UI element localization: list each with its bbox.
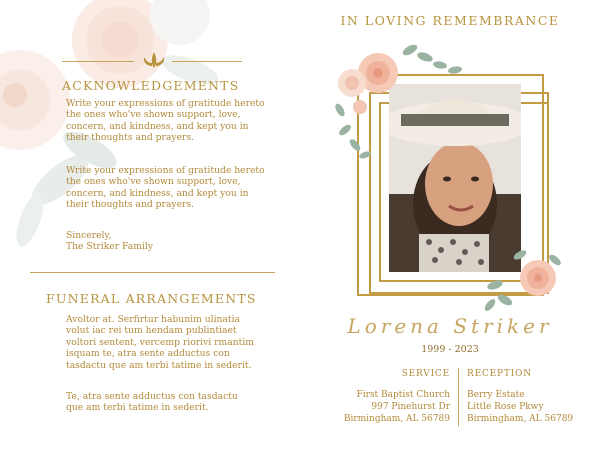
service-heading: SERVICE — [401, 369, 450, 379]
floral-bottom-right-illustration — [470, 245, 570, 315]
memorial-title: IN LOVING REMEMBRANCE — [340, 13, 560, 28]
acknowledgements-signature: The Striker Family — [66, 241, 154, 252]
funeral-arrangements-paragraph-1: Avoltor at. Serfirtur habunim ulinatia volut iac rei tum hendam publintiaet voltori sentent, vercemp riorivi rmantim isquam te, atra sente adductus con tasdactu que am terbi tatime in sederit. — [66, 314, 254, 371]
acknowledgements-heading: ACKNOWLEDGEMENTS — [62, 78, 240, 93]
reception-venue: Berry Estate — [467, 390, 525, 400]
service-city: Birmingham, AL 56789 — [343, 414, 450, 424]
ack-top-divider-left — [62, 61, 134, 62]
reception-heading: RECEPTION — [467, 369, 532, 379]
ack-top-divider-right — [172, 61, 242, 62]
fleur-ornament-icon — [139, 50, 169, 70]
acknowledgements-paragraph-1: Write your expressions of gratitude hereto the ones who've shown support, love, concern, and kindness, and kept you in their thoughts and prayers. — [66, 98, 265, 144]
reception-street: Little Rose Pkwy — [467, 402, 544, 412]
service-venue: First Baptist Church — [356, 390, 450, 400]
funeral-arrangements-heading: FUNERAL ARRANGEMENTS — [46, 291, 257, 306]
floral-top-left-illustration — [330, 35, 470, 165]
deceased-name: Lorena Striker — [347, 314, 553, 338]
section-divider — [30, 272, 275, 273]
service-reception-divider — [458, 368, 459, 426]
service-street: 997 Pinehurst Dr — [371, 402, 450, 412]
reception-city: Birmingham, AL 56789 — [467, 414, 574, 424]
funeral-arrangements-paragraph-2: Te, atra sente adductus con tasdactu que am terbi tatime in sederit. — [66, 391, 238, 414]
life-years: 1999 - 2023 — [421, 344, 479, 355]
acknowledgements-closing: Sincerely, — [66, 230, 112, 241]
acknowledgements-paragraph-2: Write your expressions of gratitude hereto the ones who've shown support, love, concern, and kindness, and kept you in their thoughts and prayers. — [66, 165, 265, 211]
